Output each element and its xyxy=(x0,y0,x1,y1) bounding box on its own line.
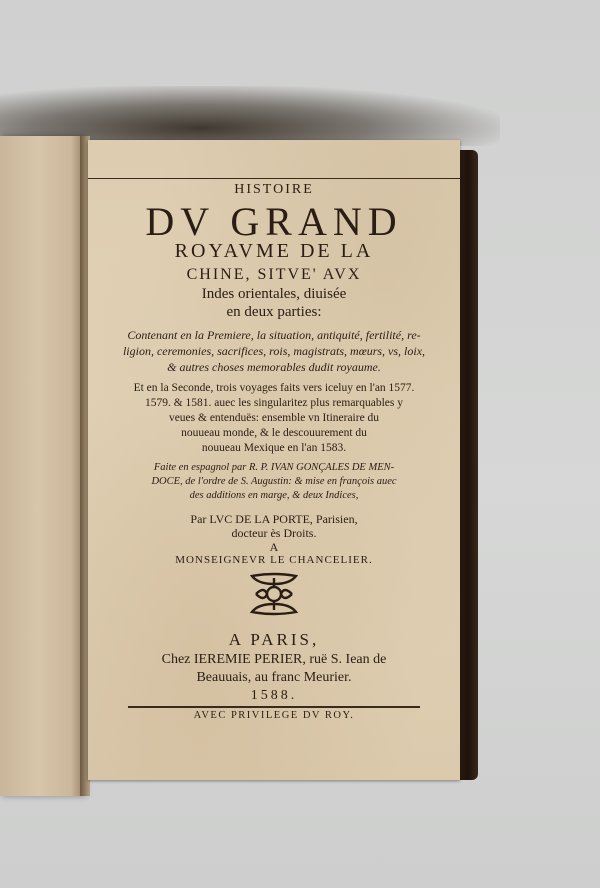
title-line-2: ROYAVME DE LA xyxy=(174,240,374,262)
title-page xyxy=(88,140,460,780)
bottom-rule xyxy=(128,706,420,708)
imprint-city: A PARIS, xyxy=(228,630,320,649)
second-line-5: nouueau Mexique en l'an 1583. xyxy=(201,442,347,454)
second-line-1: Et en la Seconde, trois voyages faits vers iceluy en l'an 1577. xyxy=(133,382,415,394)
faite-line-3: des additions en marge, & deux Indices, xyxy=(189,490,359,501)
title-line-3: CHINE, SITVE' AVX xyxy=(186,266,362,283)
privilege-line: AVEC PRIVILEGE DV ROY. xyxy=(193,710,355,721)
faite-line-2: DOCE, de l'ordre de S. Augustin: & mise en françois auec xyxy=(151,476,397,487)
imprint-printer: Chez IEREMIE PERIER, ruë S. Iean de xyxy=(161,652,387,667)
a-line: A xyxy=(269,540,279,554)
content-line-2: ligion, ceremonies, sacrifices, rois, magistrats, mœurs, vs, loix, xyxy=(122,344,426,358)
second-line-2: 1579. & 1581. auec les singularitez plus remarquables y xyxy=(144,397,404,409)
imprint-address: Beauuais, au franc Meurier. xyxy=(196,670,352,685)
subtitle-line-2: en deux parties: xyxy=(226,304,322,320)
par-line-2: docteur ès Droits. xyxy=(231,526,317,540)
printer-ornament xyxy=(246,570,302,618)
title-large: DV GRAND xyxy=(145,199,403,244)
content-line-1: Contenant en la Premiere, la situation, antiquité, fertilité, re- xyxy=(127,328,421,342)
monseigneur-line: MONSEIGNEVR LE CHANCELIER. xyxy=(175,554,373,566)
content-line-3: & autres choses memorables dudit royaume. xyxy=(167,360,381,374)
faite-line-1: Faite en espagnol par R. P. IVAN GONÇALES DE MEN- xyxy=(153,462,395,473)
top-rule xyxy=(88,178,460,179)
imprint-year: 1588. xyxy=(250,688,298,703)
second-line-4: nouueau monde, & le descouurement du xyxy=(181,427,367,439)
subtitle-line-1: Indes orientales, diuisée xyxy=(201,286,347,302)
title-small: HISTOIRE xyxy=(234,182,314,197)
par-line-1: Par LVC DE LA PORTE, Parisien, xyxy=(190,512,358,526)
second-line-3: veues & entenduës: ensemble vn Itineraire du xyxy=(168,412,380,424)
left-page xyxy=(0,136,84,796)
